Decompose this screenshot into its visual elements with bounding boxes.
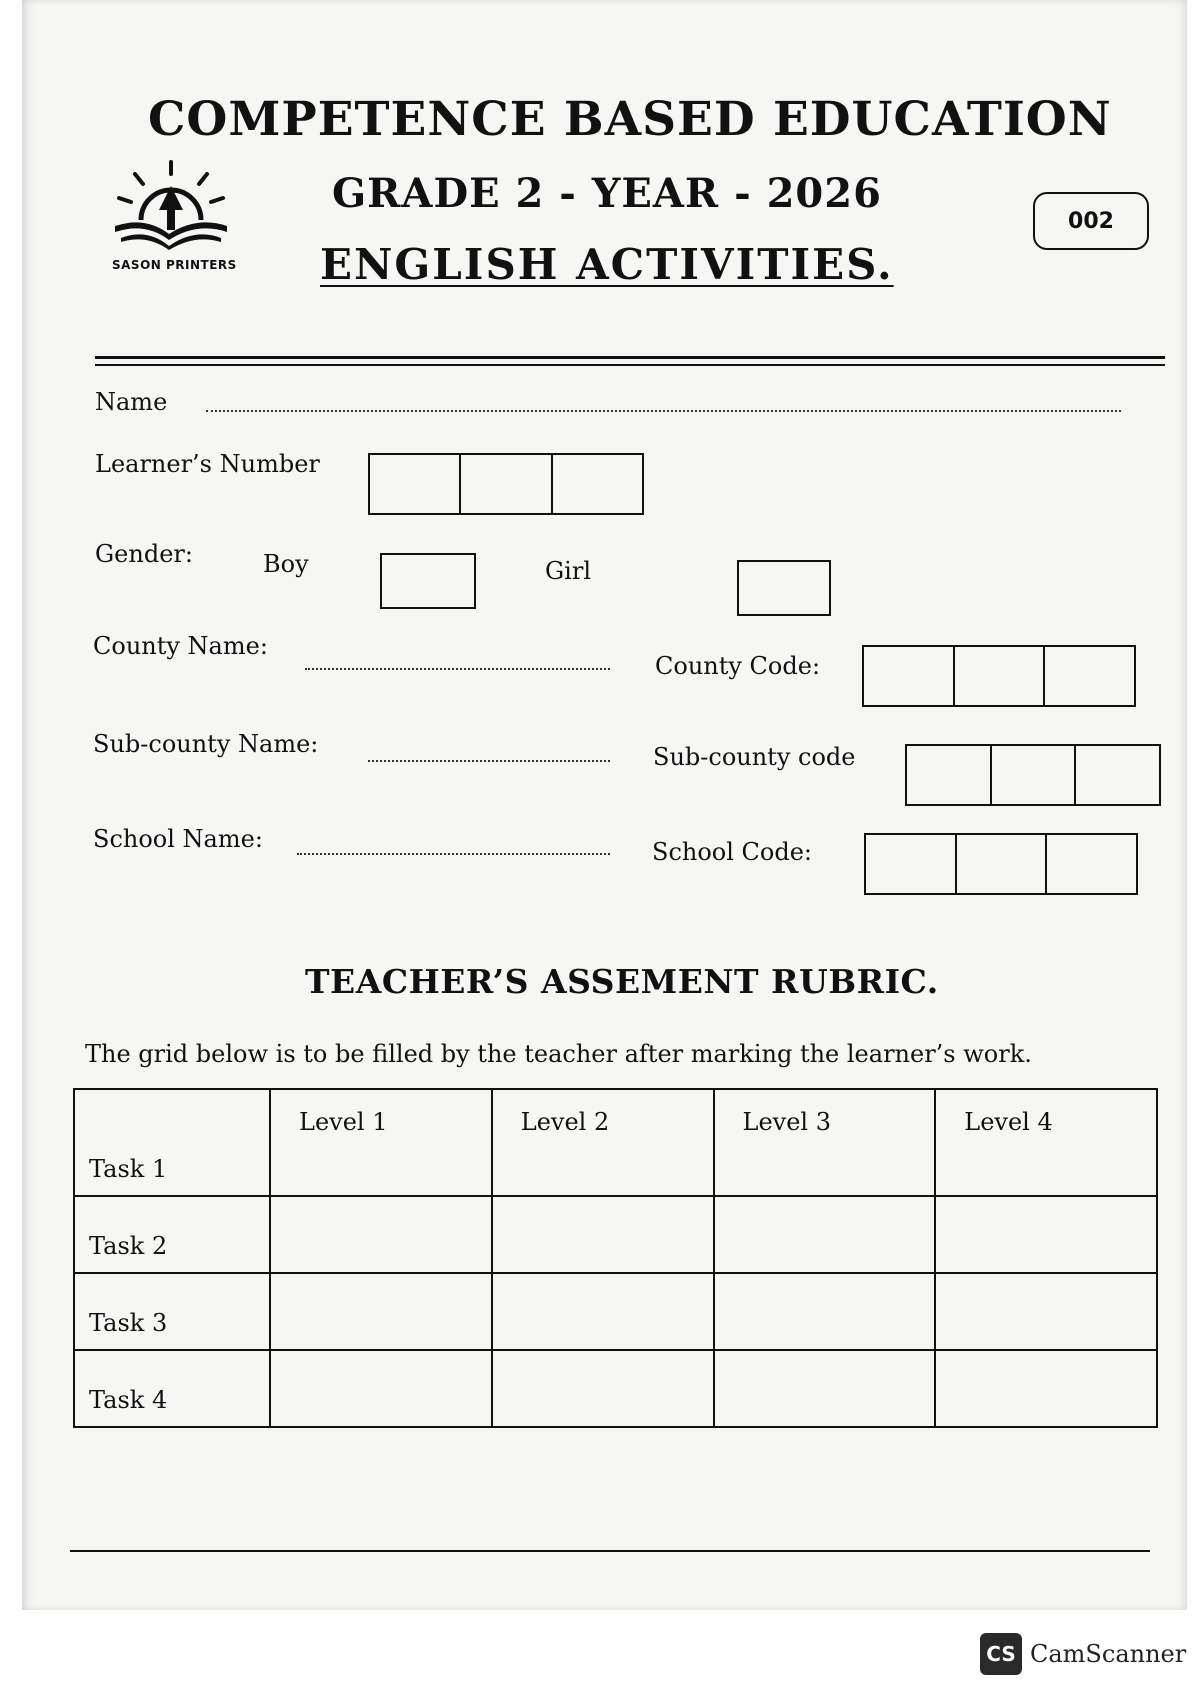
subject-heading: ENGLISH ACTIVITIES. [320, 240, 894, 289]
rubric-cell[interactable] [270, 1196, 492, 1273]
school-code-boxes[interactable] [864, 833, 1138, 895]
task-row-header: Task 1 [74, 1089, 270, 1196]
gender-label: Gender: [95, 540, 193, 568]
camscanner-watermark [980, 1633, 1186, 1675]
learner-number-boxes[interactable] [368, 453, 644, 515]
rubric-cell[interactable] [935, 1273, 1157, 1350]
school-name-label: School Name: [93, 825, 263, 853]
rubric-cell[interactable] [492, 1196, 714, 1273]
level-header: Level 1 [270, 1089, 492, 1196]
grade-year-heading: GRADE 2 - YEAR - 2026 [332, 170, 882, 217]
rubric-description: The grid below is to be filled by the teacher after marking the learner’s work. [85, 1040, 1032, 1068]
school-code-label: School Code: [652, 838, 813, 866]
county-code-digit[interactable] [1045, 647, 1134, 705]
subcounty-code-digit[interactable] [1076, 746, 1159, 804]
level-header: Level 4 [935, 1089, 1157, 1196]
paper-code-badge [1033, 192, 1149, 250]
rubric-cell[interactable] [714, 1350, 936, 1427]
subcounty-name-label: Sub-county Name: [93, 730, 319, 758]
table-row [74, 1273, 1157, 1350]
rubric-cell[interactable] [935, 1350, 1157, 1427]
rubric-title: TEACHER’S ASSEMENT RUBRIC. [305, 962, 939, 1001]
subcounty-code-label: Sub-county code [653, 743, 856, 771]
rubric-cell[interactable] [270, 1273, 492, 1350]
footer-divider [70, 1550, 1150, 1552]
sason-printers-logo-icon [105, 160, 237, 252]
boy-checkbox[interactable] [380, 553, 476, 609]
level-header: Level 2 [492, 1089, 714, 1196]
subcounty-code-digit[interactable] [907, 746, 992, 804]
rubric-cell[interactable] [492, 1273, 714, 1350]
learner-number-digit[interactable] [370, 455, 461, 513]
county-code-digit[interactable] [864, 647, 955, 705]
level-header: Level 3 [714, 1089, 936, 1196]
school-name-field[interactable] [297, 853, 610, 855]
learner-number-digit[interactable] [553, 455, 642, 513]
table-row [74, 1350, 1157, 1427]
paper-code: 002 [1068, 208, 1114, 234]
rubric-cell[interactable] [714, 1273, 936, 1350]
task-row-header: Task 4 [74, 1350, 270, 1427]
name-field[interactable] [206, 410, 1121, 412]
county-name-field[interactable] [305, 668, 610, 670]
header-divider-secondary [95, 364, 1165, 366]
rubric-cell[interactable] [492, 1350, 714, 1427]
rubric-cell[interactable] [270, 1350, 492, 1427]
county-code-digit[interactable] [955, 647, 1046, 705]
name-label: Name [95, 388, 168, 416]
table-row [74, 1196, 1157, 1273]
school-code-digit[interactable] [1047, 835, 1136, 893]
rubric-cell[interactable] [714, 1196, 936, 1273]
assessment-rubric-table [73, 1088, 1158, 1428]
logo-text: SASON PRINTERS [112, 258, 237, 272]
header-divider [95, 356, 1165, 359]
rubric-cell[interactable] [935, 1196, 1157, 1273]
camscanner-icon: CS [980, 1633, 1022, 1675]
girl-checkbox[interactable] [737, 560, 831, 616]
county-code-label: County Code: [655, 652, 821, 680]
learner-number-label: Learner’s Number [95, 450, 320, 478]
girl-label: Girl [545, 557, 591, 585]
learner-number-digit[interactable] [461, 455, 552, 513]
subcounty-code-digit[interactable] [992, 746, 1077, 804]
county-code-boxes[interactable] [862, 645, 1136, 707]
table-row [74, 1089, 1157, 1196]
page-title: COMPETENCE BASED EDUCATION [148, 92, 1112, 147]
subcounty-code-boxes[interactable] [905, 744, 1161, 806]
task-row-header: Task 2 [74, 1196, 270, 1273]
county-name-label: County Name: [93, 632, 268, 660]
camscanner-text: CamScanner [1030, 1640, 1187, 1668]
school-code-digit[interactable] [957, 835, 1048, 893]
subcounty-name-field[interactable] [368, 760, 610, 762]
task-row-header: Task 3 [74, 1273, 270, 1350]
school-code-digit[interactable] [866, 835, 957, 893]
boy-label: Boy [263, 550, 309, 578]
